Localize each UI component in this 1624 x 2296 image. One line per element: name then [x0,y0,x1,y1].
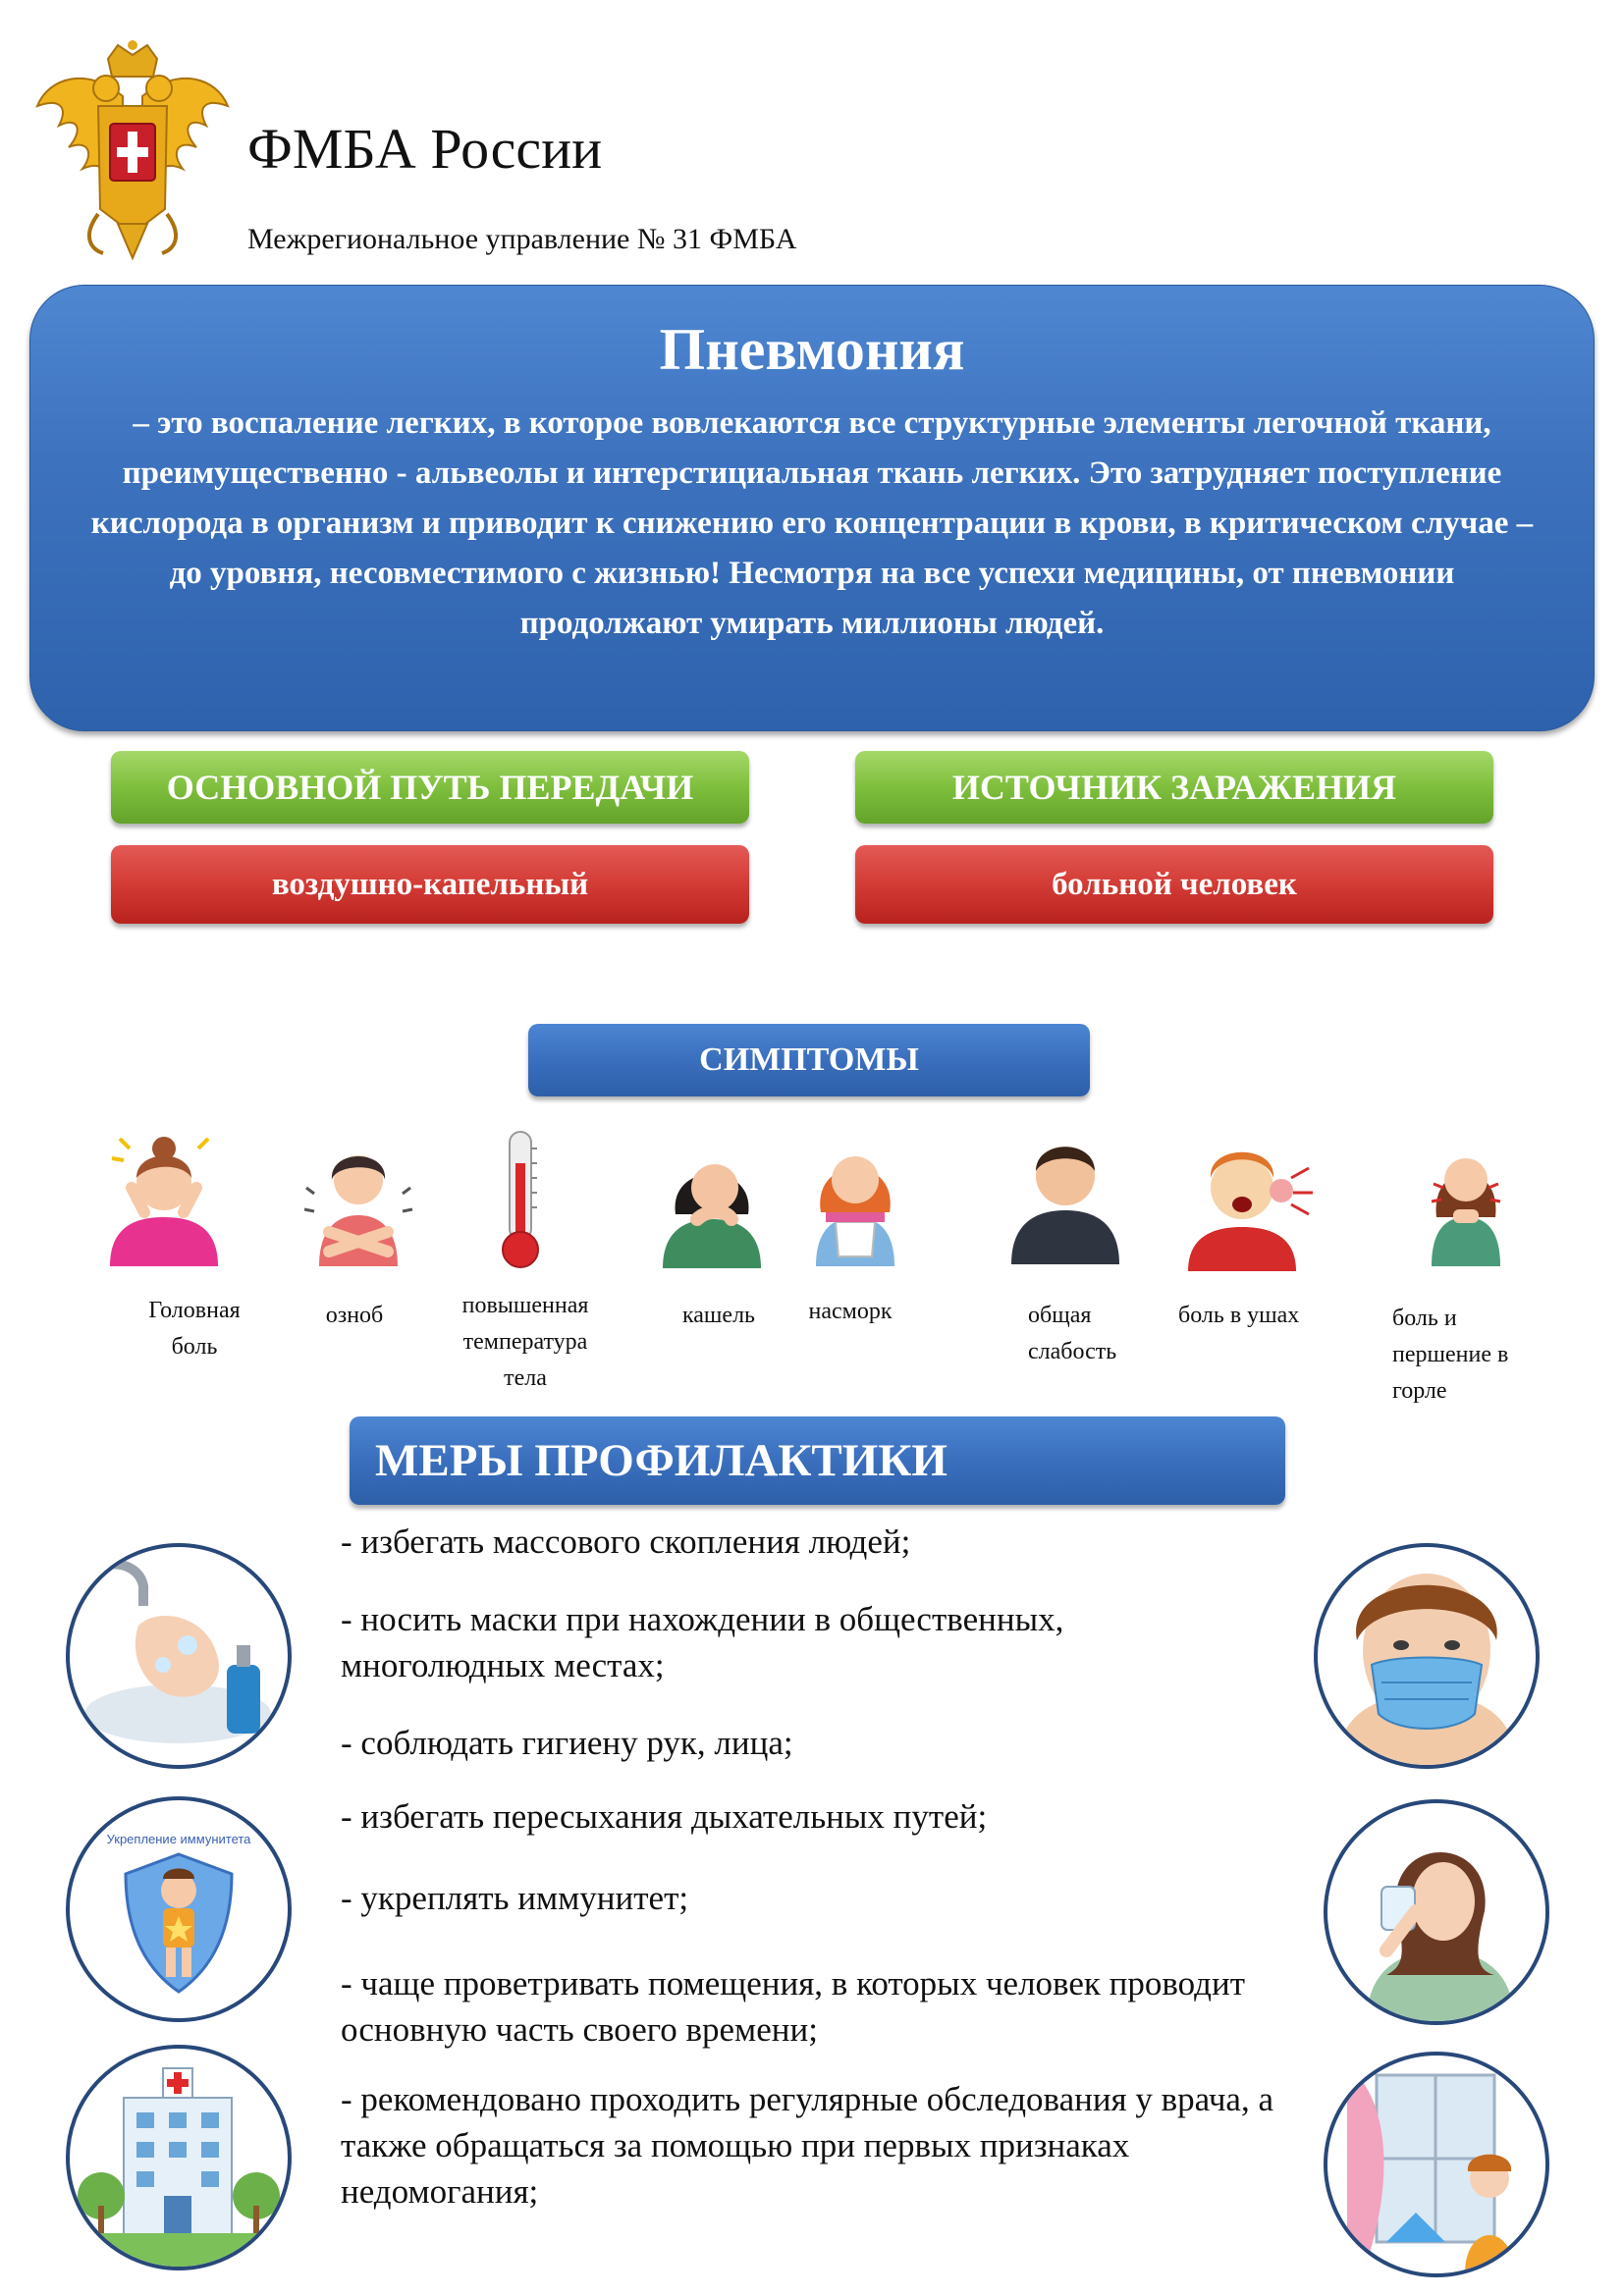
symptom-label-weakness: общая слабость [1028,1303,1117,1364]
weakness-icon [992,1117,1139,1264]
symptom-label-fever: повышенная температура тела [461,1293,589,1391]
cough-icon [638,1121,785,1268]
headache-icon [90,1119,238,1266]
symptom-label-sore-throat: боль и першение в горле [1392,1306,1509,1404]
prevention-item: - избегать массового скопления людей; [341,1522,911,1561]
source-value: больной человек [855,845,1493,924]
prevention-item: - соблюдать гигиену рук, лица; [341,1724,793,1762]
drinking-water-icon [1324,1799,1549,2025]
prevention-item: - укреплять иммунитет; [341,1879,689,1917]
chills-icon [285,1119,432,1266]
symptoms-title: СИМПТОМЫ [528,1024,1090,1096]
immunity-caption: Укрепление иммунитета [106,1832,251,1846]
prevention-item: - чаще проветривать помещения, в которых человек проводит основную часть своего времени; [341,1964,1246,2049]
definition-title: Пневмония [659,317,965,382]
org-subtitle: Межрегиональное управление № 31 ФМБА [247,223,797,255]
immunity-icon [66,1796,292,2022]
prevention-title: МЕРЫ ПРОФИЛАКТИКИ [350,1416,1285,1505]
symptom-label-chills: озноб [325,1303,384,1328]
sore-throat-icon [1392,1119,1540,1266]
handwashing-icon [66,1543,292,1769]
symptom-label-headache: Головная боль [148,1298,241,1360]
thermometer-icon [447,1124,594,1271]
transmission-label: ОСНОВНОЙ ПУТЬ ПЕРЕДАЧИ [111,751,749,824]
symptom-label-earache: боль в ушах [1178,1303,1300,1328]
ventilation-icon [1324,2052,1549,2277]
runny-nose-icon [782,1119,929,1266]
clinic-icon [66,2045,292,2270]
prevention-item: - избегать пересыхания дыхательных путей; [341,1797,988,1836]
source-label: ИСТОЧНИК ЗАРАЖЕНИЯ [855,751,1493,824]
transmission-value: воздушно-капельный [111,845,749,924]
face-mask-icon [1314,1543,1540,1769]
prevention-item: - рекомендовано проходить регулярные обследования у врача, а также обращаться за помощью при первых признаках недомогания; [341,2080,1273,2211]
definition-box [29,285,1595,731]
prevention-item: - носить маски при нахождении в общественных, многолюдных местах; [341,1600,1064,1684]
symptom-label-cough: кашель [681,1303,755,1328]
earache-icon [1173,1124,1321,1271]
symptom-label-runny-nose: насморк [808,1299,893,1324]
org-name: ФМБА России [247,117,603,181]
definition-text: – это воспаление легких, в которое вовлекаются все структурные элементы легочной ткани, преимущественно - альвеолы и интерстициальная ткань легких. Это затрудняет поступление кислорода в организм и приводит к снижению его концентрации в крови, в критическом случае – до уровня, несовместимого с жизнью! Несмотря на все успехи медицины, от пневмонии продолжают умирать миллионы людей. [90,405,1534,641]
fmba-emblem [29,37,236,263]
